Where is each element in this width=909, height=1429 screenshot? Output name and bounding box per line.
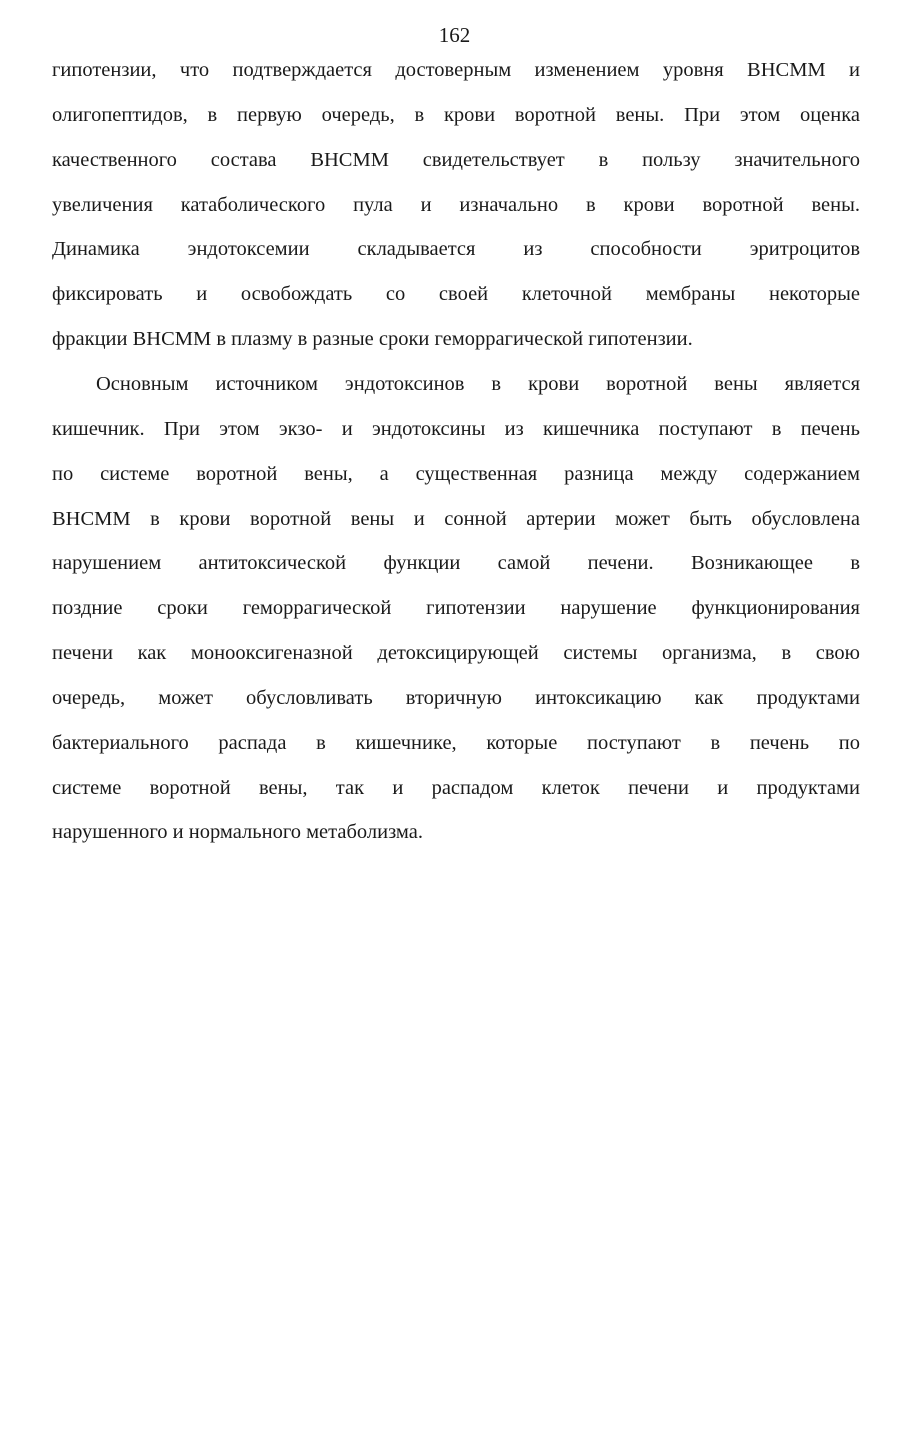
paragraph-2-line-2: кишечник. При этом экзо- и эндотоксины из кишечника поступают в печень — [52, 418, 860, 440]
paragraph-2-line-4: ВНСММ в крови воротной вены и сонной артерии может быть обусловлена — [52, 508, 860, 530]
paragraph-1-line-3: качественного состава ВНСММ свидетельствует в пользу значительного — [52, 149, 860, 171]
paragraph-2-line-7: печени как монооксигеназной детоксицирующей системы организма, в свою — [52, 642, 860, 664]
paragraph-2-line-10: системе воротной вены, так и распадом клеток печени и продуктами — [52, 777, 860, 799]
paragraph-1-line-2: олигопептидов, в первую очередь, в крови воротной вены. При этом оценка — [52, 104, 860, 126]
paragraph-1-line-1: гипотензии, что подтверждается достоверным изменением уровня ВНСММ и — [52, 59, 860, 81]
paragraph-2-line-8: очередь, может обусловливать вторичную интоксикацию как продуктами — [52, 687, 860, 709]
paragraph-1-line-6: фиксировать и освобождать со своей клеточной мембраны некоторые — [52, 283, 860, 305]
paragraph-2-line-9: бактериального распада в кишечнике, которые поступают в печень по — [52, 732, 860, 754]
paragraph-1-line-7: фракции ВНСММ в плазму в разные сроки геморрагической гипотензии. — [52, 328, 693, 350]
paragraph-1-line-5: Динамика эндотоксемии складывается из способности эритроцитов — [52, 238, 860, 260]
paragraph-2-line-6: поздние сроки геморрагической гипотензии нарушение функционирования — [52, 597, 860, 619]
page-number: 162 — [438, 23, 471, 47]
paragraph-2-line-3: по системе воротной вены, а существенная разница между содержанием — [52, 463, 860, 485]
paragraph-2-line-11: нарушенного и нормального метаболизма. — [52, 821, 423, 843]
paragraph-2-line-5: нарушением антитоксической функции самой печени. Возникающее в — [52, 552, 860, 574]
paragraph-1-line-4: увеличения катаболического пула и изначально в крови воротной вены. — [52, 194, 860, 216]
paragraph-2-line-1: Основным источником эндотоксинов в крови воротной вены является — [96, 373, 860, 395]
